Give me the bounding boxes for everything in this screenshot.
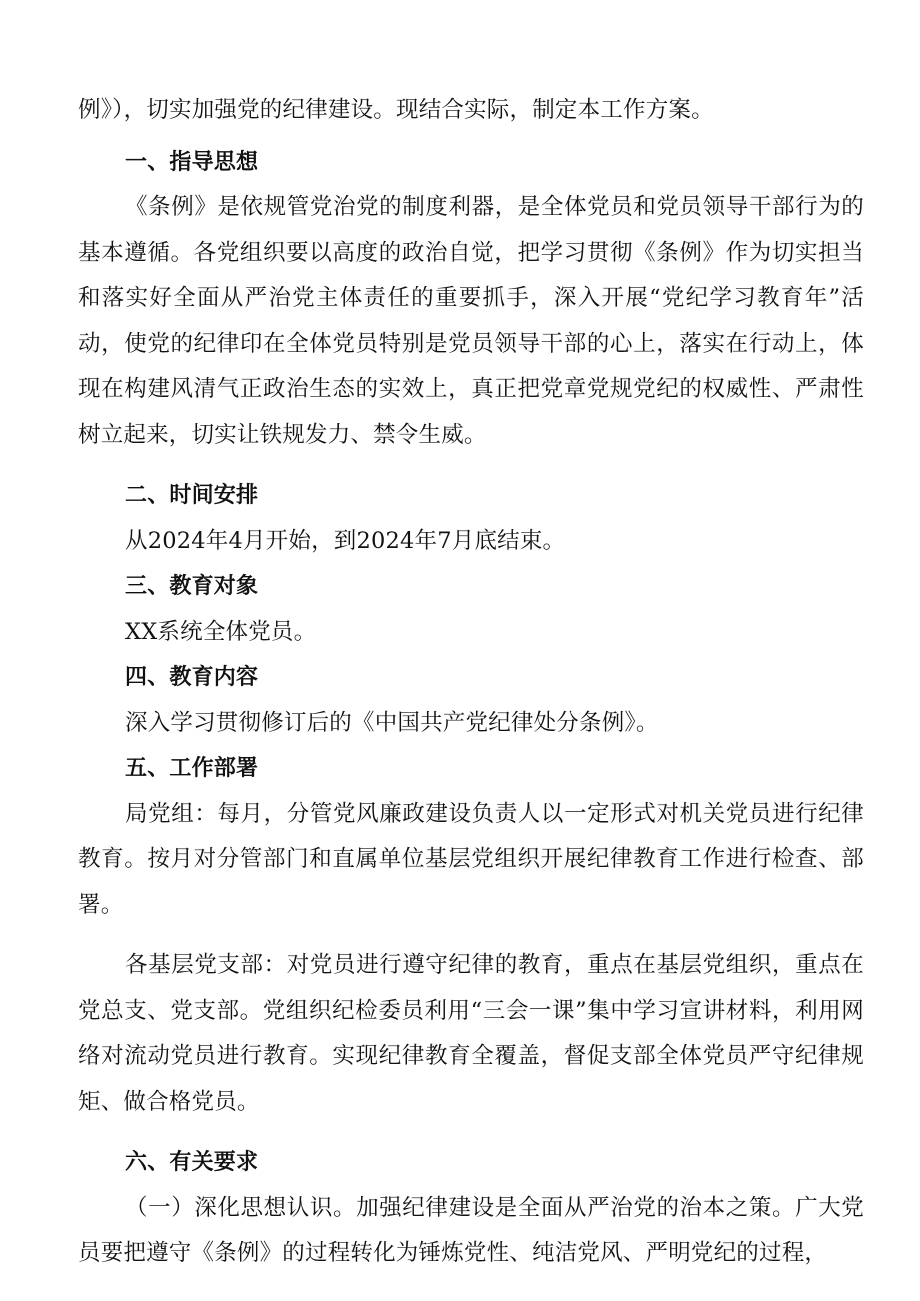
section-heading-education-target: 三、教育对象 [125, 574, 259, 599]
section-heading-schedule: 二、时间安排 [125, 483, 259, 508]
education-content-paragraph: 深入学习贯彻修订后的《中国共产党纪律处分条例》。 [125, 709, 659, 736]
party-group-paragraph: 局党组：每月，分管党风廉政建设负责人以一定形式对机关党员进行纪律教育。按月对分管部门和直属单位基层党组织开展纪律教育工作进行检查、部署。 [78, 800, 864, 918]
section-heading-requirements: 六、有关要求 [125, 1150, 259, 1175]
section-heading-work-arrangement: 五、工作部署 [125, 756, 259, 781]
schedule-paragraph: 从2024年4月开始，到2024年7月底结束。 [125, 527, 566, 554]
requirements-paragraph: （一）深化思想认识。加强纪律建设是全面从严治党的治本之策。广大党员要把遵守《条例》的过程转化为锤炼党性、纯洁党风、严明党纪的过程， [78, 1194, 864, 1266]
section-heading-guiding-ideology: 一、指导思想 [125, 149, 259, 175]
education-target-paragraph: XX系统全体党员。 [125, 618, 317, 645]
document-body [78, 88, 864, 1277]
intro-paragraph: 例》），切实加强党的纪律建设。现结合实际，制定本工作方案。 [78, 97, 714, 123]
guiding-ideology-paragraph: 《条例》是依规管党治党的制度利器，是全体党员和党员领导干部行为的基本遵循。各党组织要以高度的政治自觉，把学习贯彻《条例》作为切实担当和落实好全面从严治党主体责任的重要抓手，深入开展“党纪学习教育年”活动，使党的纪律印在全体党员特别是党员领导干部的心上，落实在行动上，体现在构建风清气正政治生态的实效上，真正把党章党规党纪的权威性、严肃性树立起来，切实让铁规发力、禁令生威。 [78, 194, 864, 448]
branch-paragraph: 各基层党支部：对党员进行遵守纪律的教育，重点在基层党组织，重点在党总支、党支部。党组织纪检委员利用“三会一课”集中学习宣讲材料，利用网络对流动党员进行教育。实现纪律教育全覆盖，督促支部全体党员严守纪律规矩、做合格党员。 [78, 952, 864, 1115]
section-heading-education-content: 四、教育内容 [125, 665, 259, 690]
